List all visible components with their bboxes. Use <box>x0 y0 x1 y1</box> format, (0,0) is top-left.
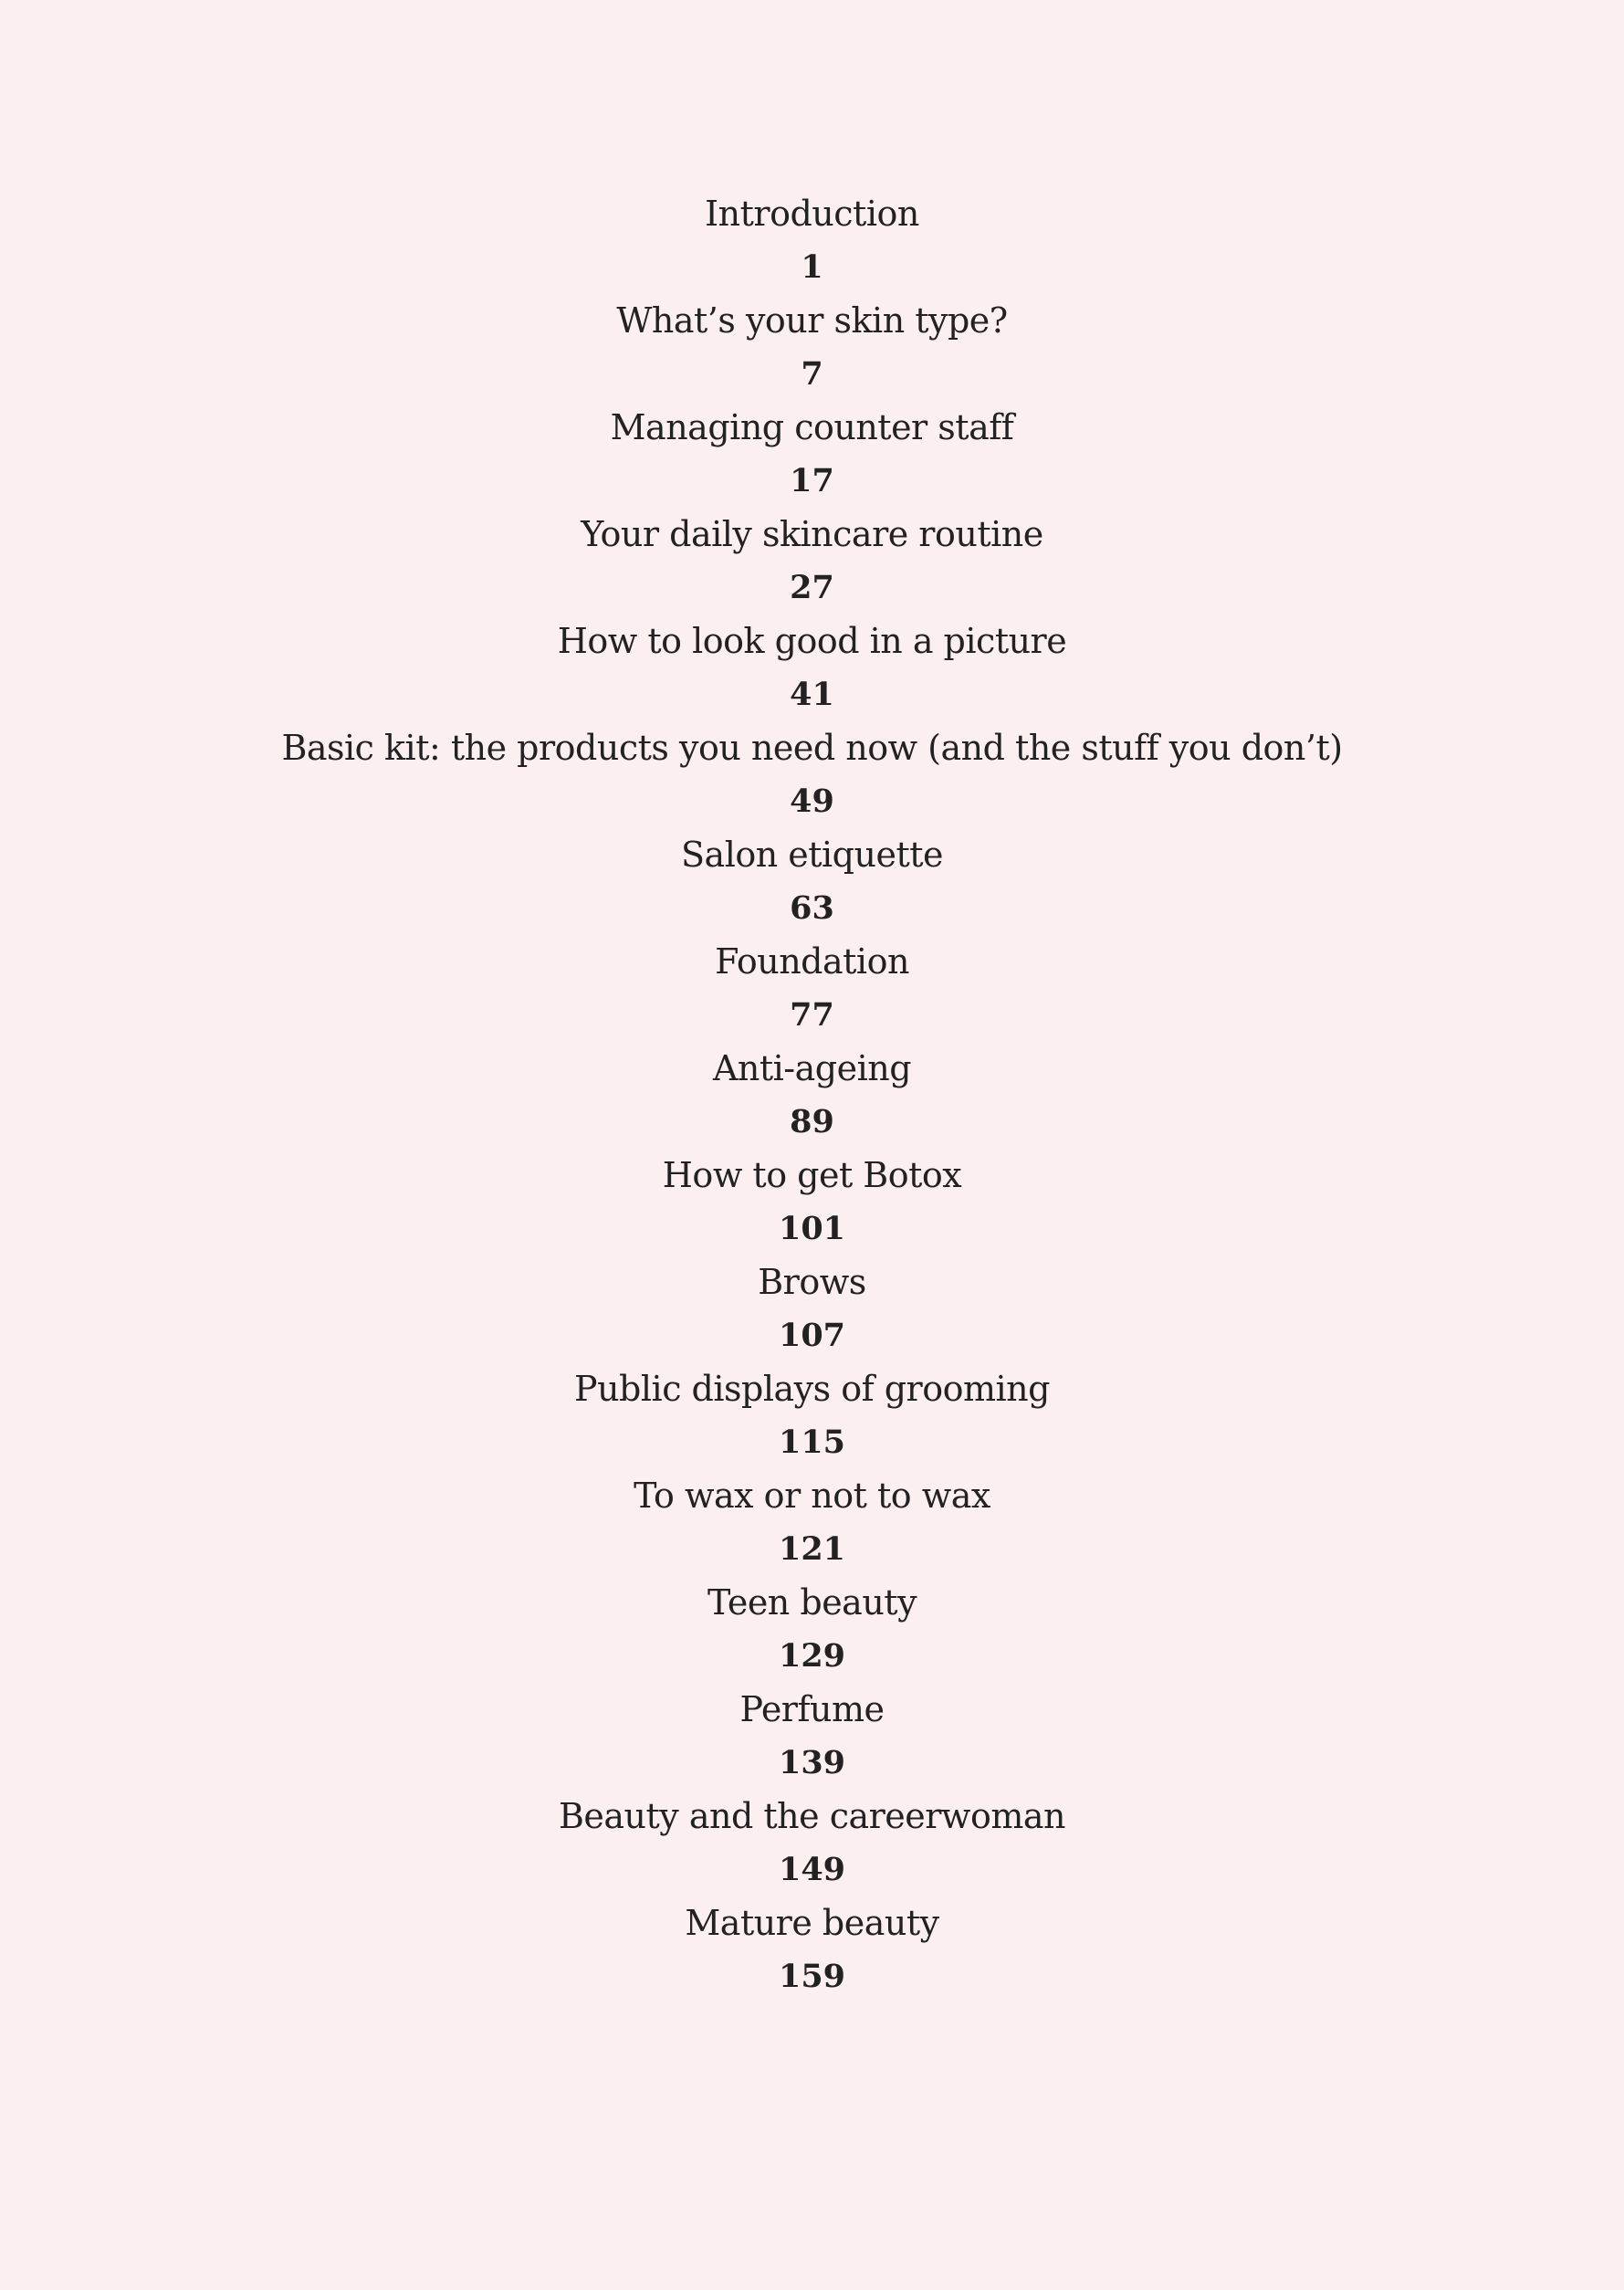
chapter-title: To wax or not to wax <box>634 1476 990 1516</box>
chapter-title: Anti-ageing <box>712 1048 912 1088</box>
toc-entry <box>0 615 1624 721</box>
toc-entry <box>0 508 1624 615</box>
toc-entry <box>0 1149 1624 1255</box>
chapter-title: Beauty and the careerwoman <box>558 1796 1065 1836</box>
chapter-title: Teen beauty <box>707 1582 917 1623</box>
page-number: 41 <box>790 676 834 713</box>
page-number: 121 <box>778 1530 846 1568</box>
toc-entry <box>0 828 1624 935</box>
chapter-title: Mature beauty <box>685 1903 939 1943</box>
toc-entry <box>0 1790 1624 1896</box>
chapter-title: How to look good in a picture <box>557 621 1067 661</box>
chapter-title: Basic kit: the products you need now (and the stuff you don’t) <box>281 728 1343 768</box>
page-number: 63 <box>790 889 834 927</box>
chapter-title: Introduction <box>705 194 919 234</box>
page-number: 107 <box>778 1317 846 1354</box>
toc-entry <box>0 401 1624 508</box>
toc-entry <box>0 1042 1624 1149</box>
page-number: 49 <box>790 783 834 820</box>
toc-entry <box>0 187 1624 294</box>
toc-entry <box>0 294 1624 401</box>
page-number: 115 <box>778 1423 846 1461</box>
toc-entry <box>0 721 1624 828</box>
chapter-title: Perfume <box>739 1689 885 1729</box>
chapter-title: How to get Botox <box>662 1155 962 1195</box>
table-of-contents <box>0 187 1624 2003</box>
chapter-title: Foundation <box>715 941 909 982</box>
toc-entry <box>0 1576 1624 1683</box>
chapter-title: Public displays of grooming <box>574 1369 1050 1409</box>
page-number: 77 <box>790 996 834 1034</box>
page-number: 1 <box>801 248 823 286</box>
page-number: 101 <box>778 1210 846 1247</box>
chapter-title: Your daily skincare routine <box>581 514 1043 554</box>
chapter-title: Managing counter staff <box>610 407 1014 447</box>
page-number: 159 <box>778 1958 846 1995</box>
toc-entry <box>0 1362 1624 1469</box>
toc-entry <box>0 1469 1624 1576</box>
page-number: 17 <box>790 462 834 499</box>
page-number: 139 <box>778 1744 846 1781</box>
toc-entry <box>0 1683 1624 1790</box>
toc-entry <box>0 935 1624 1042</box>
toc-entry <box>0 1255 1624 1362</box>
page-number: 149 <box>778 1851 846 1888</box>
page-number: 7 <box>801 355 823 393</box>
chapter-title: Salon etiquette <box>681 835 943 875</box>
chapter-title: Brows <box>758 1262 866 1302</box>
chapter-title: What’s your skin type? <box>616 300 1008 341</box>
page-number: 129 <box>778 1637 846 1675</box>
toc-entry <box>0 1896 1624 2003</box>
page-number: 89 <box>790 1103 834 1140</box>
page-number: 27 <box>790 569 834 606</box>
